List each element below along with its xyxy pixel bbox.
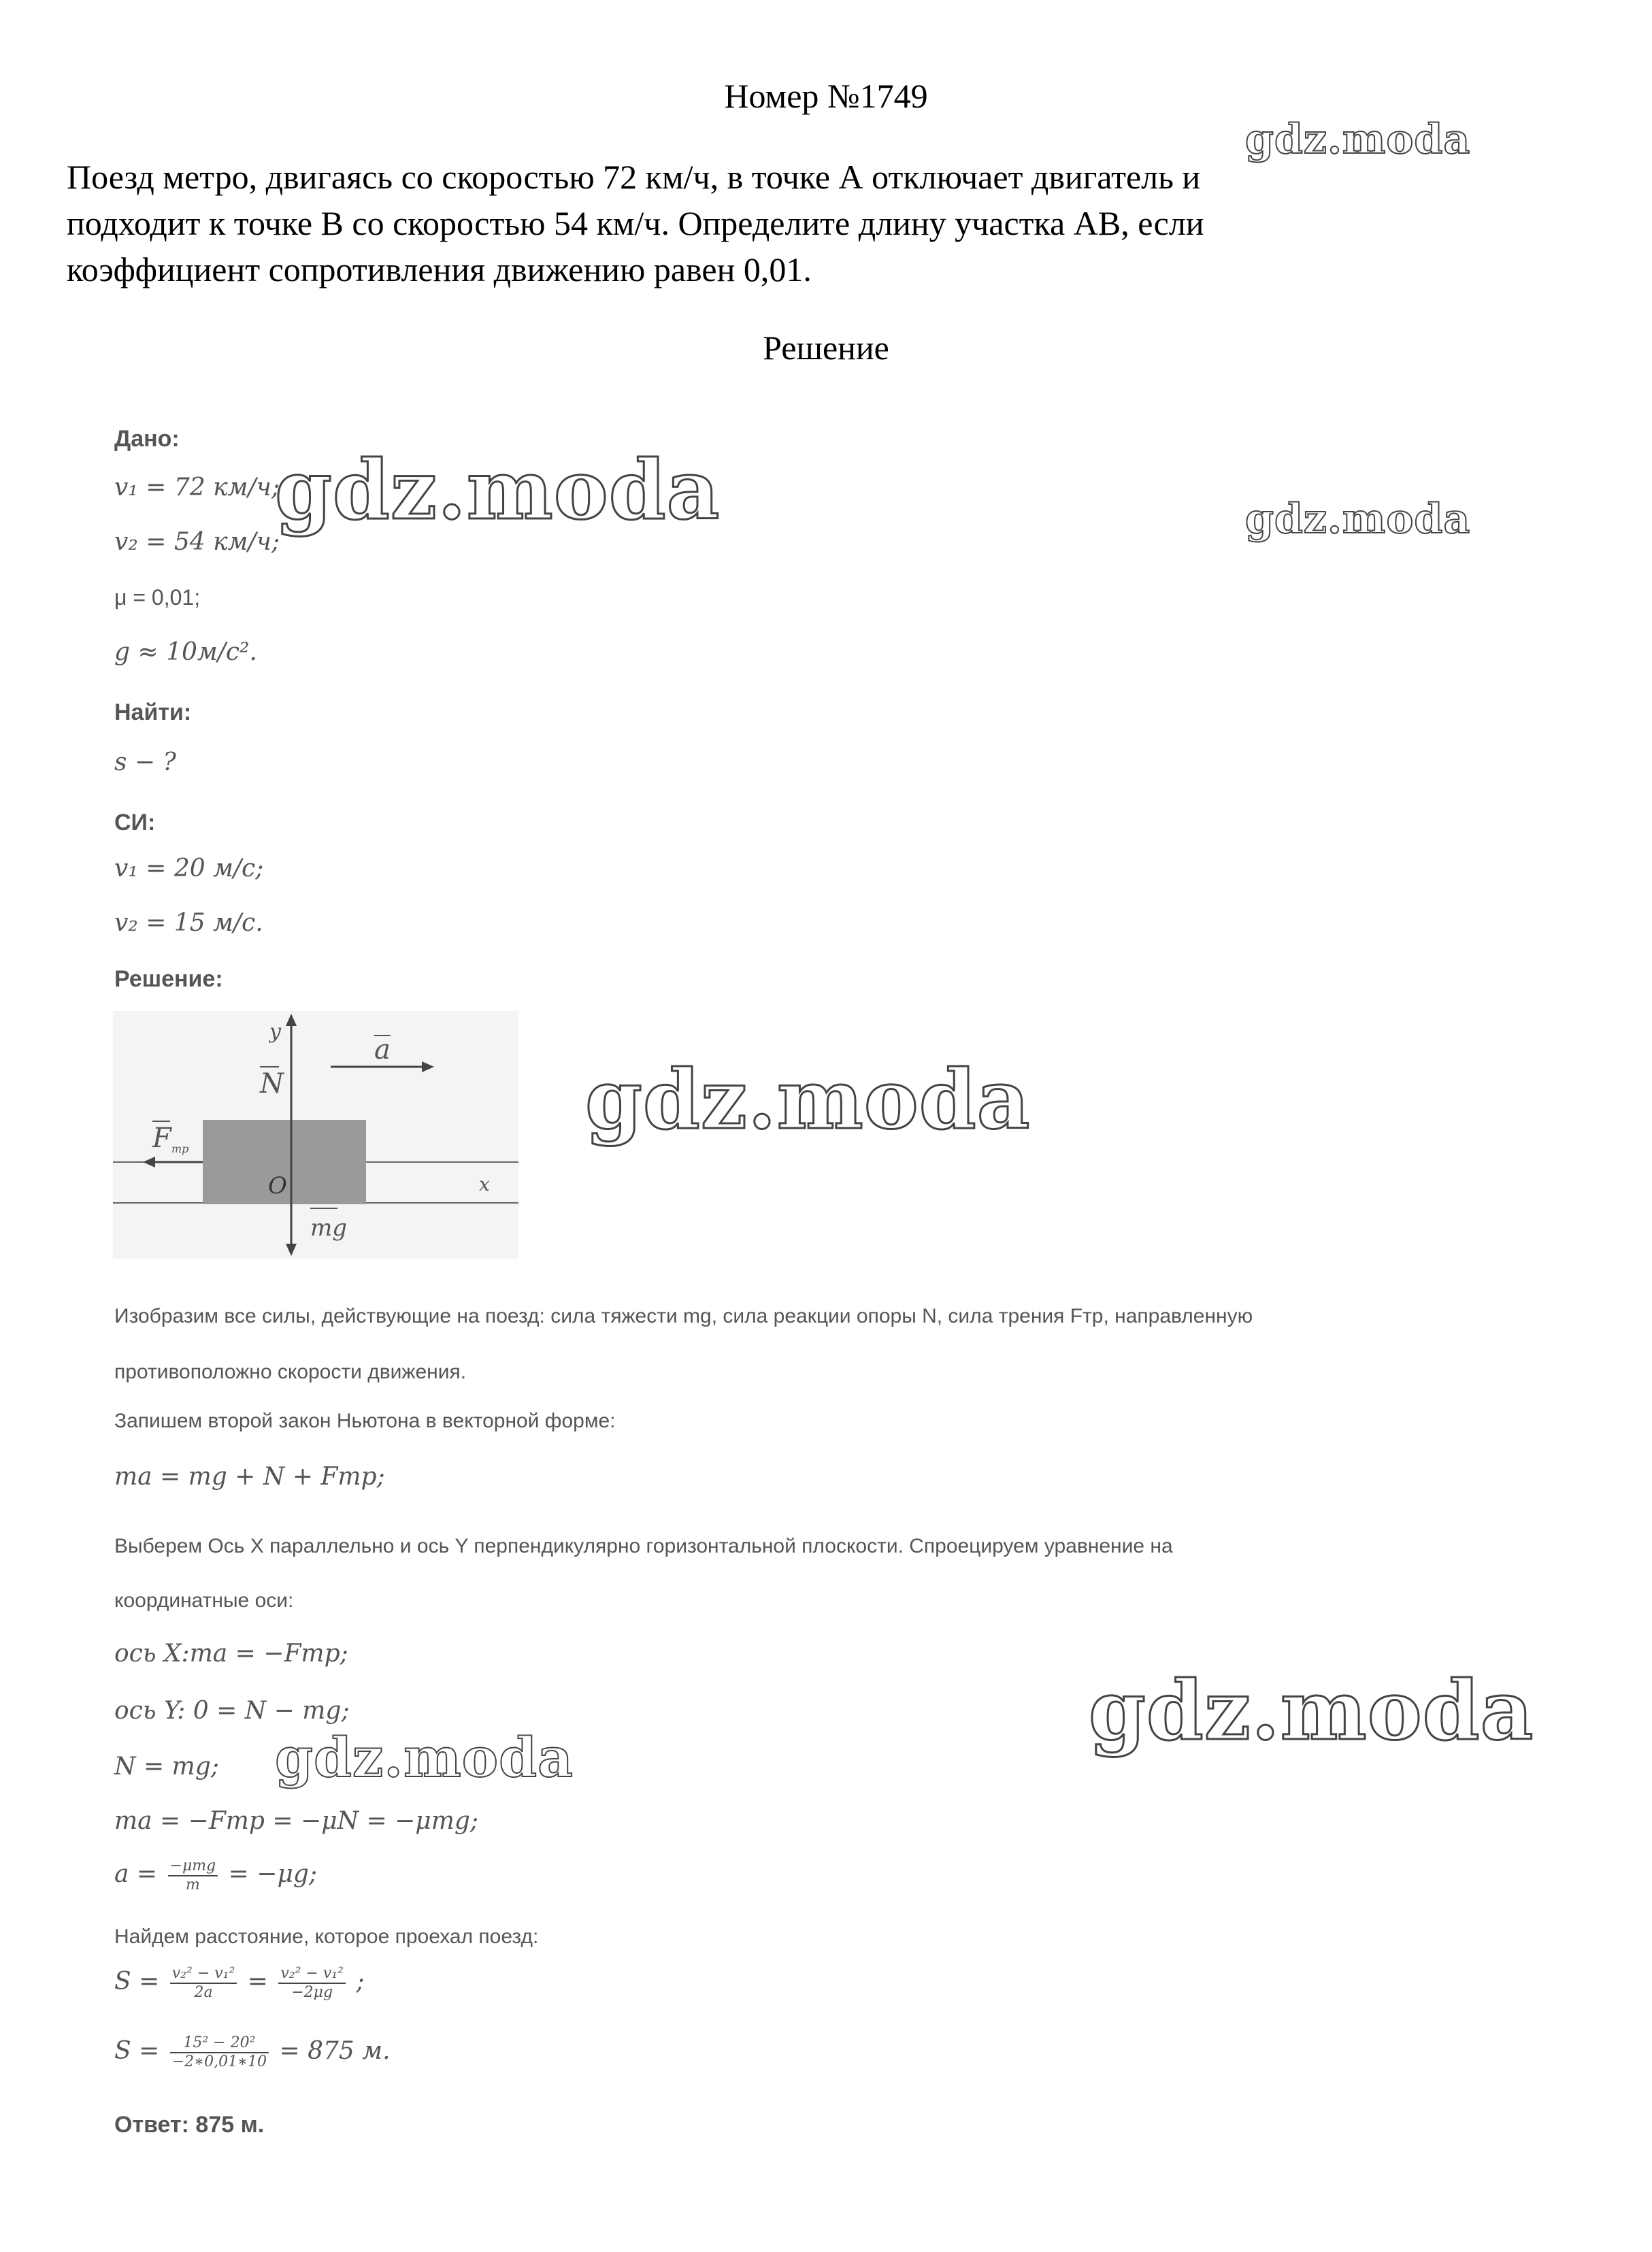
axes-text-line-2: координатные оси: [114, 1589, 294, 1612]
x-projection-equation: ось X:ma = −Fтр; [114, 1640, 348, 1668]
solution-label: Решение: [114, 966, 223, 992]
distance-fraction-2-numerator: v₂² − v₁² [278, 1965, 346, 1984]
answer-text: Ответ: 875 м. [114, 2112, 265, 2138]
origin-label: O [268, 1172, 287, 1199]
watermark-bottom-right: gdz.moda [1089, 1663, 1534, 1759]
watermark-top-right: gdz.moda [1245, 116, 1471, 163]
find-label: Найти: [114, 699, 192, 725]
distance-fraction-1-denominator: 2a [194, 1984, 213, 2001]
distance-fraction-1 [170, 1965, 237, 2002]
distance-calculation [114, 2034, 391, 2071]
watermark-given: gdz.moda [275, 442, 721, 538]
watermark-diagram: gdz.moda [585, 1052, 1031, 1148]
si-v2: v₂ = 15 м/с. [114, 909, 263, 937]
distance-text: Найдем расстояние, которое проехал поезд: [114, 1925, 539, 1948]
friction-subscript: тр [171, 1142, 189, 1155]
distance-fraction-2-denominator: −2μg [291, 1984, 333, 2001]
given-v1: v₁ = 72 км/ч; [114, 474, 280, 501]
watermark-right-small: gdz.moda [1245, 495, 1471, 543]
acceleration-fraction-numerator: −μmg [168, 1857, 218, 1876]
distance-calc-fraction [170, 2034, 269, 2071]
normal-force-label: N [260, 1068, 284, 1099]
distance-calc-denominator: −2∗0,01∗10 [171, 2053, 267, 2070]
force-diagram [113, 1011, 518, 1259]
forces-text-line-2: противоположно скорости движения. [114, 1361, 467, 1383]
distance-formula [114, 1965, 365, 2002]
x-axis-label: x [479, 1173, 490, 1195]
normal-force-equation: N = mg; [114, 1753, 219, 1781]
problem-number-title: Номер №1749 [724, 77, 928, 115]
distance-formula-left: S = [114, 1968, 160, 1996]
ma-equation: ma = −Fтр = −μN = −μmg; [114, 1807, 479, 1835]
distance-fraction-2 [278, 1965, 346, 2002]
watermark-bottom-left: gdz.moda [275, 1725, 574, 1789]
gravity-label: mg [310, 1214, 348, 1242]
problem-text-line-1: Поезд метро, двигаясь со скоростью 72 км/ч, в точке А отключает двигатель и [67, 158, 1201, 196]
distance-formula-end: ; [356, 1968, 365, 1996]
distance-formula-equals: = [247, 1968, 268, 1996]
si-label: СИ: [114, 810, 156, 835]
forces-text-line-1: Изобразим все силы, действующие на поезд: сила тяжести mg, сила реакции опоры N, сила трения Fтр, направленную [114, 1305, 1253, 1327]
acceleration-equation [114, 1857, 317, 1894]
solution-heading: Решение [763, 329, 889, 367]
problem-text-line-3: коэффициент сопротивления движению равен 0,01. [67, 250, 812, 288]
problem-text-line-2: подходит к точке В со скоростью 54 км/ч. Определите длину участка АВ, если [67, 204, 1204, 242]
given-g: g ≈ 10м/с². [114, 638, 257, 666]
y-projection-equation: ось Y: 0 = N − mg; [114, 1697, 350, 1725]
y-axis-label: y [269, 1020, 281, 1044]
friction-label: F [152, 1123, 171, 1154]
distance-calc-right: = 875 м. [279, 2037, 391, 2065]
acceleration-eq-right: = −μg; [228, 1860, 318, 1888]
vector-equation: ma = mg + N + Fтр; [114, 1463, 385, 1491]
given-v2: v₂ = 54 км/ч; [114, 528, 280, 556]
acceleration-fraction [168, 1857, 218, 1894]
acceleration-label: a [374, 1034, 391, 1065]
distance-calc-left: S = [114, 2037, 160, 2065]
given-mu: μ = 0,01; [114, 585, 201, 610]
axes-text-line-1: Выберем Ось X параллельно и ось Y перпендикулярно горизонтальной плоскости. Спроецируем уравнение на [114, 1535, 1173, 1557]
acceleration-fraction-denominator: m [185, 1876, 200, 1893]
distance-fraction-1-numerator: v₂² − v₁² [170, 1965, 237, 1984]
given-label: Дано: [114, 426, 180, 452]
si-v1: v₁ = 20 м/с; [114, 855, 264, 882]
distance-calc-numerator: 15² − 20² [170, 2034, 269, 2053]
find-s: s − ? [114, 748, 176, 776]
acceleration-eq-left: a = [114, 1860, 158, 1888]
newton-law-text: Запишем второй закон Ньютона в векторной форме: [114, 1410, 616, 1432]
